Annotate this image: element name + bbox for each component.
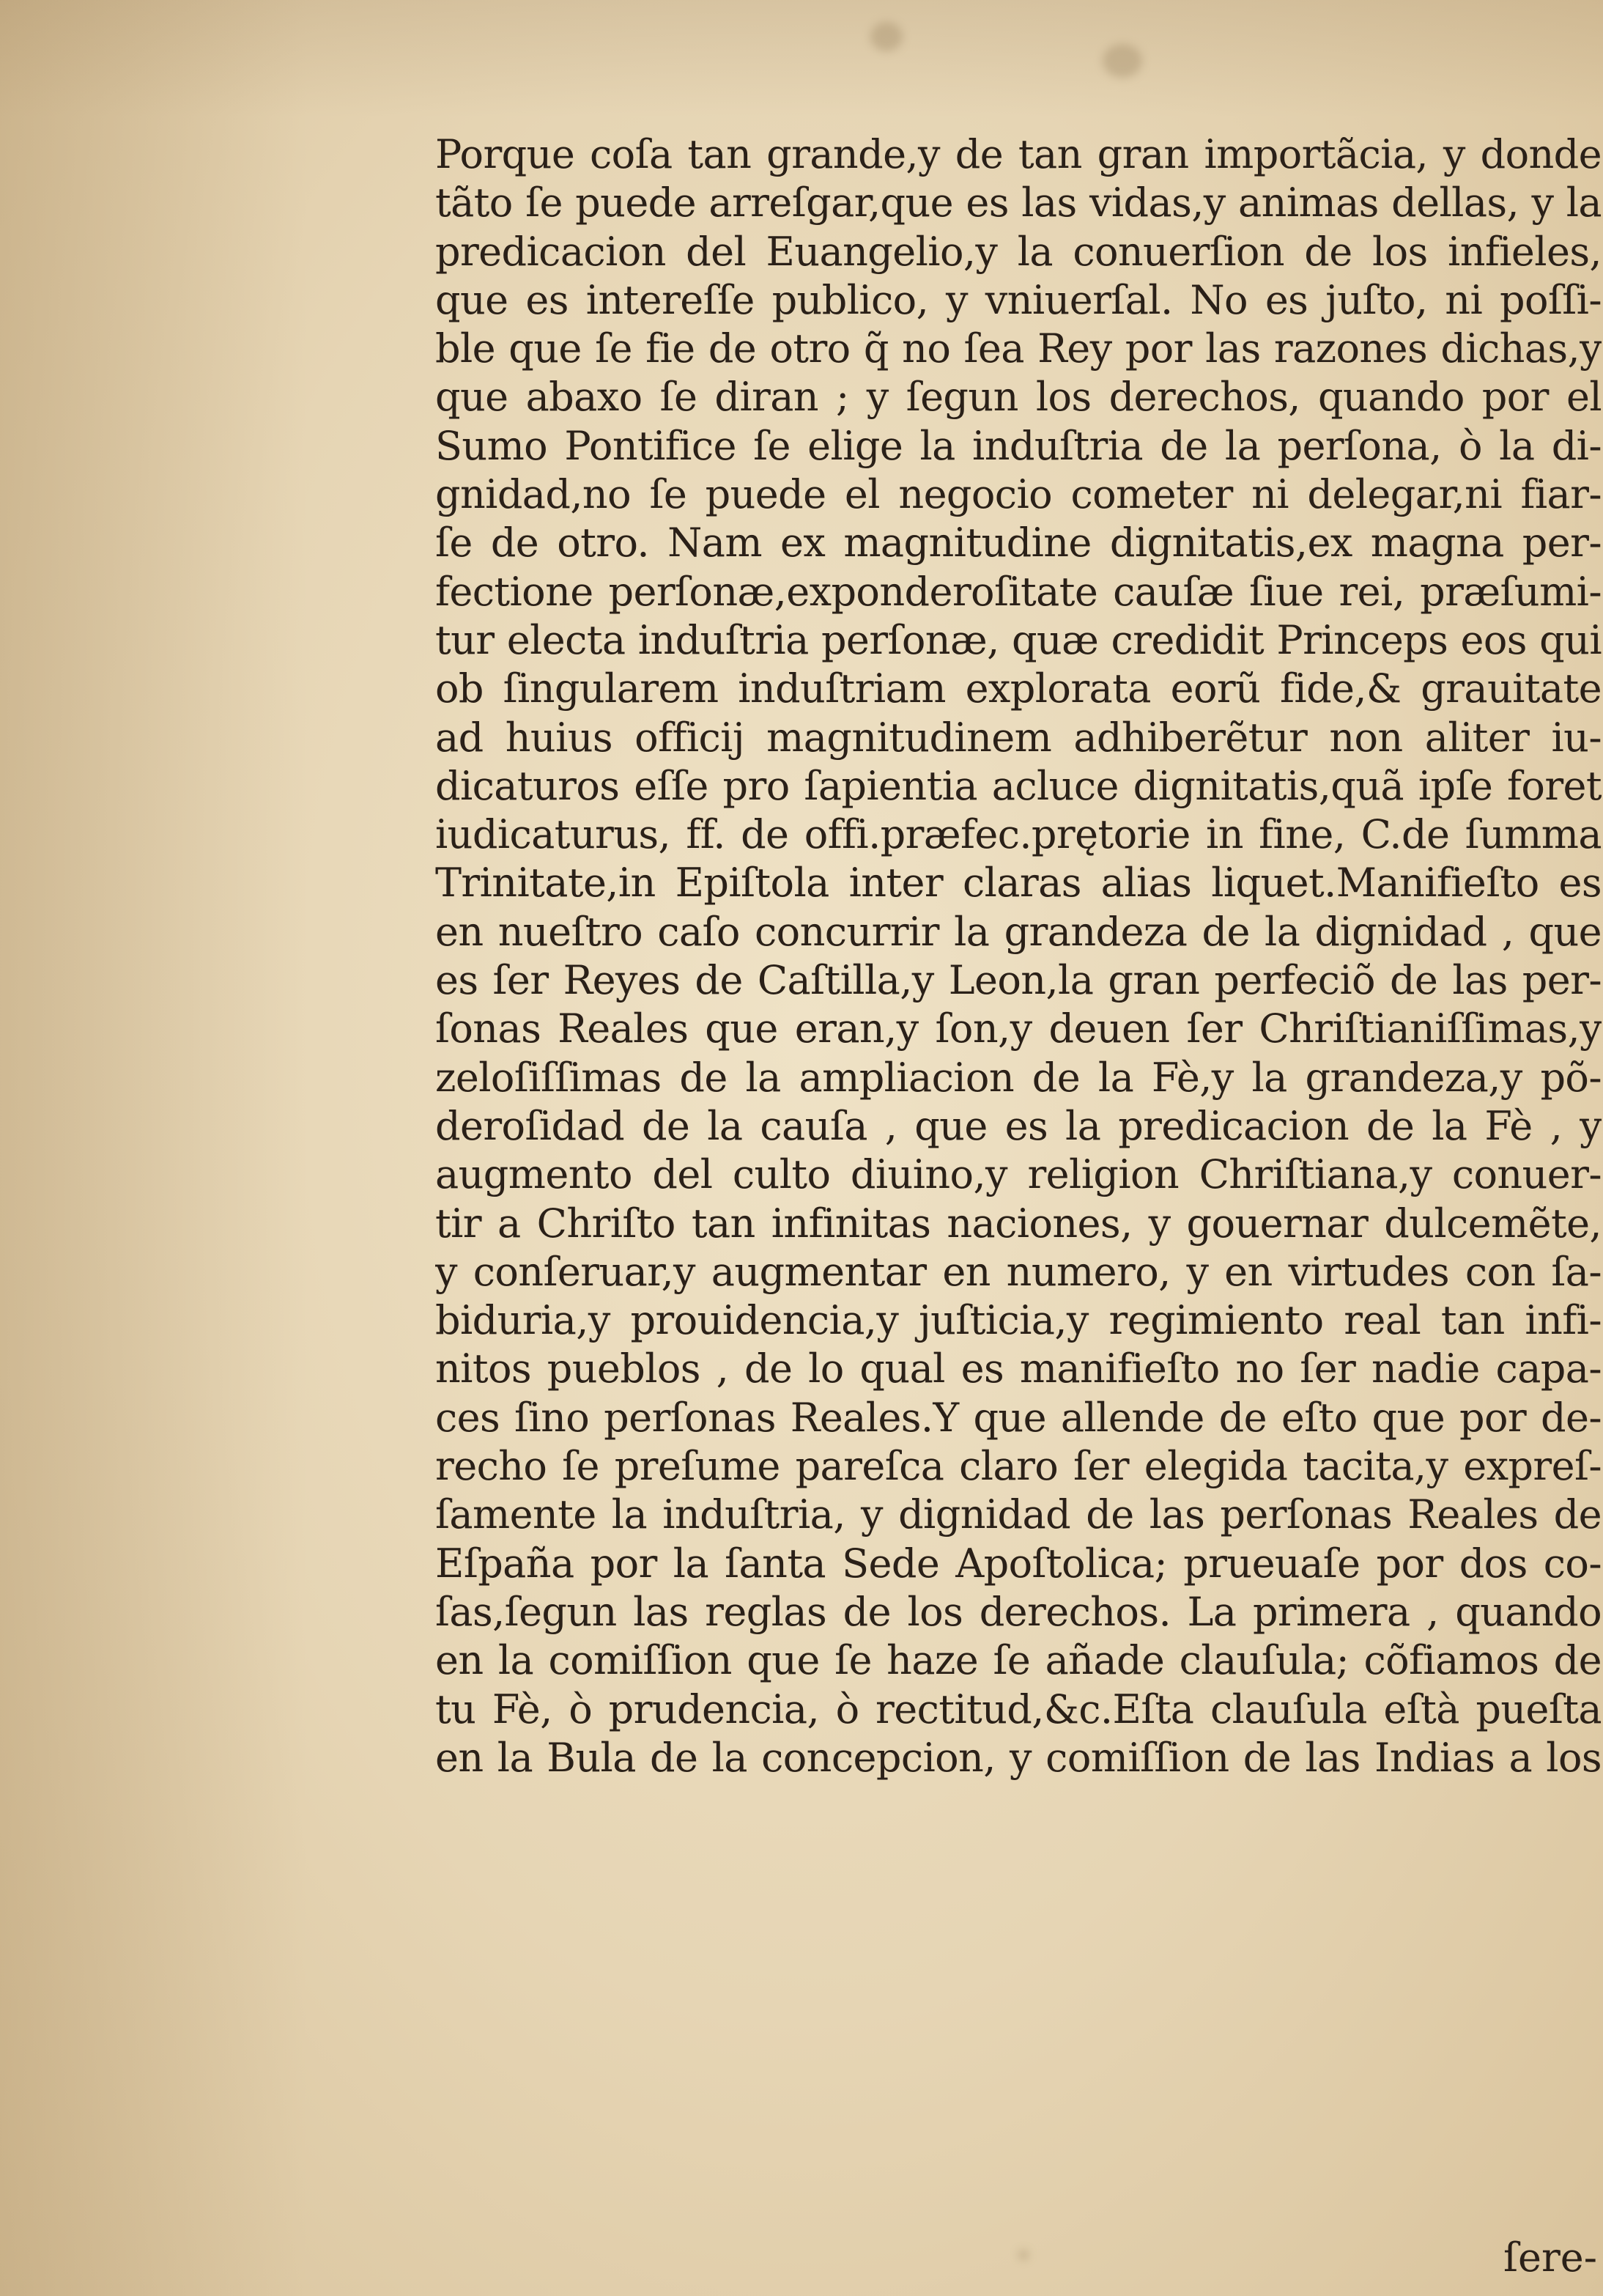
ink-speck: [1018, 2250, 1029, 2260]
text-line: en la comiſſion que ſe haze ſe añade clauſula; cõfiamos de: [435, 1637, 1602, 1684]
text-line: ces ſino perſonas Reales.Y que allende de eſto que por de-: [435, 1394, 1602, 1441]
text-line: Eſpaña por la ſanta Sede Apoſtolica; prueuaſe por dos co-: [435, 1540, 1602, 1587]
text-line: que abaxo ſe diran ; y ſegun los derechos, quando por el: [435, 374, 1602, 421]
text-line: tur electa induſtria perſonæ, quæ credidit Princeps eos qui: [435, 616, 1602, 663]
text-line: ble que ſe fie de otro q̃ no ſea Rey por las razones dichas,y: [435, 325, 1602, 372]
text-line: Trinitate,in Epiſtola inter claras alias liquet.Manifieſto es: [435, 860, 1602, 907]
text-line: es ſer Reyes de Caſtilla,y Leon,la gran perfeciõ de las per-: [435, 957, 1602, 1004]
text-line: ob ſingularem induſtriam explorata eorũ fide,& grauitate: [435, 665, 1602, 712]
text-line: nitos pueblos , de lo qual es manifieſto no ſer nadie capa-: [435, 1346, 1602, 1392]
text-line: ad huius officij magnitudinem adhiberẽtur non aliter iu-: [435, 714, 1602, 761]
text-line: ſamente la induſtria, y dignidad de las perſonas Reales de: [435, 1491, 1602, 1538]
ink-blot: [870, 22, 903, 51]
text-line: tu Fè, ò prudencia, ò rectitud,&c.Eſta clauſula eſtà pueſta: [435, 1686, 1602, 1732]
text-line: Porque coſa tan grande,y de tan gran importãcia, y donde: [435, 131, 1602, 177]
text-line: ſe de otro. Nam ex magnitudine dignitatis,ex magna per-: [435, 520, 1602, 566]
text-line: en nueſtro caſo concurrir la grandeza de la dignidad , que: [435, 908, 1602, 955]
text-line: gnidad,no ſe puede el negocio cometer ni delegar,ni fiar-: [435, 471, 1602, 518]
text-line: fectione perſonæ,exponderoſitate cauſæ ſiue rei, præſumi-: [435, 568, 1602, 615]
text-line: deroſidad de la cauſa , que es la predicacion de la Fè , y: [435, 1102, 1602, 1149]
text-line: Sumo Pontifice ſe elige la induſtria de la perſona, ò la di-: [435, 422, 1602, 469]
text-line: iudicaturus, ff. de offi.præfec.prętorie in fine, C.de ſumma: [435, 811, 1602, 858]
text-line: ſas,ſegun las reglas de los derechos. La primera , quando: [435, 1588, 1602, 1635]
text-line: predicacion del Euangelio,y la conuerſion de los infieles,: [435, 228, 1602, 275]
text-line: que es intereſſe publico, y vniuerſal. No es juſto, ni poſſi-: [435, 276, 1602, 323]
text-line: tãto ſe puede arreſgar,que es las vidas,y animas dellas, y la: [435, 180, 1602, 226]
text-line: dicaturos eſſe pro ſapientia acluce dignitatis,quã ipſe foret: [435, 762, 1602, 809]
body-text: [435, 130, 1602, 1782]
catchword: ſere-: [1503, 2234, 1597, 2281]
text-line: augmento del culto diuino,y religion Chriſtiana,y conuer-: [435, 1151, 1602, 1198]
text-line: tir a Chriſto tan infinitas naciones, y gouernar dulcemẽte,: [435, 1200, 1602, 1247]
ink-blot: [1103, 44, 1142, 78]
text-line: zeloſiſſimas de la ampliacion de la Fè,y la grandeza,y põ-: [435, 1054, 1602, 1101]
text-line: en la Bula de la concepcion, y comiſſion de las Indias a los: [435, 1734, 1602, 1781]
text-line: ſonas Reales que eran,y ſon,y deuen ſer Chriſtianiſſimas,y: [435, 1005, 1602, 1052]
text-line: recho ſe preſume pareſca claro ſer elegida tacita,y expreſ-: [435, 1443, 1602, 1490]
text-line: biduria,y prouidencia,y juſticia,y regimiento real tan infi-: [435, 1297, 1602, 1344]
text-line: y conſeruar,y augmentar en numero, y en virtudes con ſa-: [435, 1248, 1602, 1295]
